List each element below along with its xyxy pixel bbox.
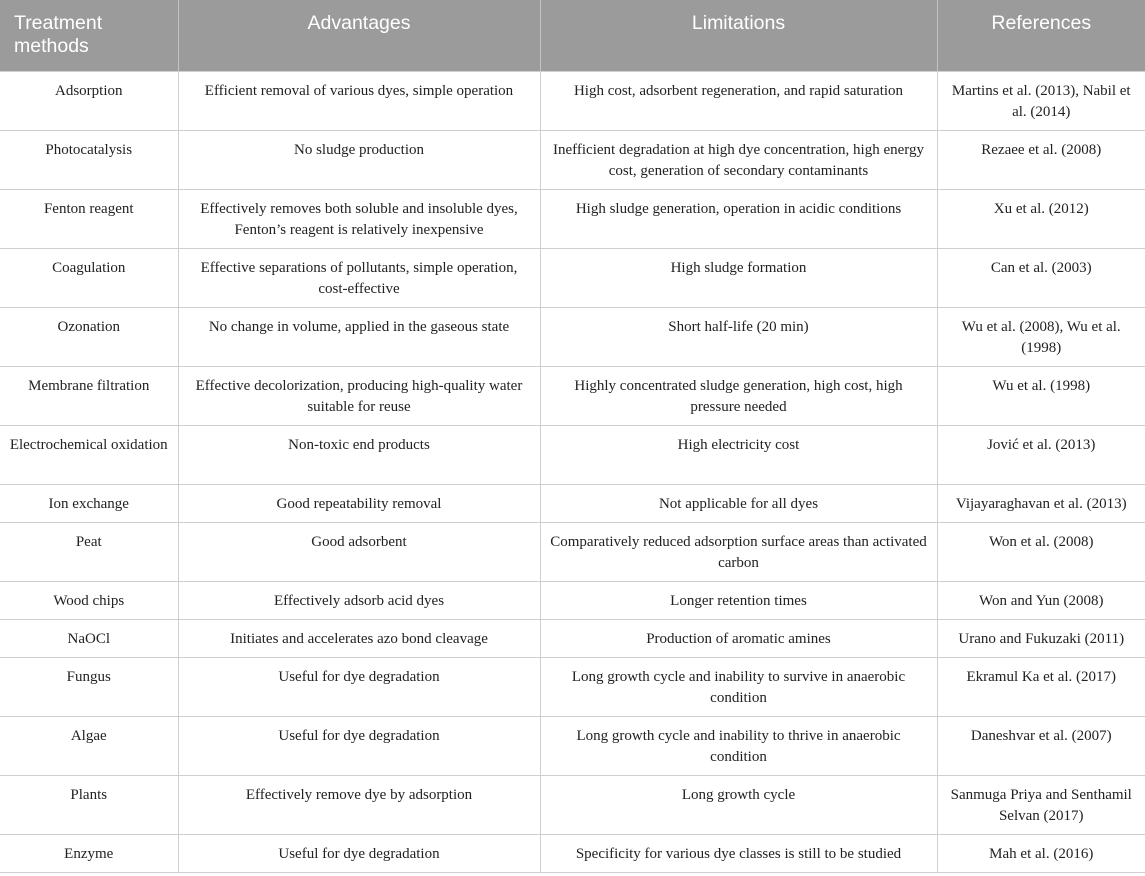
cell-references: Mah et al. (2016)	[937, 834, 1145, 872]
cell-references: Rezaee et al. (2008)	[937, 130, 1145, 189]
cell-advantages: Effective decolorization, producing high-quality water suitable for reuse	[178, 366, 540, 425]
table-row	[0, 484, 1145, 522]
table-row	[0, 71, 1145, 130]
table-row	[0, 581, 1145, 619]
cell-limitations: Highly concentrated sludge generation, high cost, high pressure needed	[540, 366, 937, 425]
table-row	[0, 775, 1145, 834]
cell-references: Sanmuga Priya and Senthamil Selvan (2017)	[937, 775, 1145, 834]
table-row	[0, 834, 1145, 872]
cell-limitations: Not applicable for all dyes	[540, 484, 937, 522]
table-row	[0, 307, 1145, 366]
cell-method: Ozonation	[0, 307, 178, 366]
cell-references: Vijayaraghavan et al. (2013)	[937, 484, 1145, 522]
cell-method: Algae	[0, 716, 178, 775]
cell-method: NaOCl	[0, 619, 178, 657]
table-row	[0, 189, 1145, 248]
cell-limitations: Production of aromatic amines	[540, 619, 937, 657]
cell-advantages: Useful for dye degradation	[178, 657, 540, 716]
cell-references: Martins et al. (2013), Nabil et al. (2014)	[937, 71, 1145, 130]
cell-advantages: No sludge production	[178, 130, 540, 189]
cell-advantages: Good adsorbent	[178, 522, 540, 581]
header-references: References	[937, 0, 1145, 71]
header-treatment-methods: Treatment methods	[0, 0, 178, 71]
cell-method: Electrochemical oxidation	[0, 425, 178, 484]
cell-limitations: Specificity for various dye classes is still to be studied	[540, 834, 937, 872]
cell-references: Ekramul Ka et al. (2017)	[937, 657, 1145, 716]
cell-method: Peat	[0, 522, 178, 581]
table-row	[0, 716, 1145, 775]
header-advantages: Advantages	[178, 0, 540, 71]
cell-method: Enzyme	[0, 834, 178, 872]
cell-references: Urano and Fukuzaki (2011)	[937, 619, 1145, 657]
cell-advantages: Useful for dye degradation	[178, 834, 540, 872]
cell-method: Adsorption	[0, 71, 178, 130]
cell-method: Fungus	[0, 657, 178, 716]
cell-references: Wu et al. (1998)	[937, 366, 1145, 425]
cell-method: Ion exchange	[0, 484, 178, 522]
cell-advantages: Effectively removes both soluble and insoluble dyes, Fenton’s reagent is relatively inexpensive	[178, 189, 540, 248]
cell-advantages: Effective separations of pollutants, simple operation, cost-effective	[178, 248, 540, 307]
cell-references: Can et al. (2003)	[937, 248, 1145, 307]
cell-limitations: Comparatively reduced adsorption surface areas than activated carbon	[540, 522, 937, 581]
table-row	[0, 366, 1145, 425]
table-header	[0, 0, 1145, 71]
cell-advantages: Useful for dye degradation	[178, 716, 540, 775]
cell-method: Wood chips	[0, 581, 178, 619]
table-row	[0, 248, 1145, 307]
cell-references: Jović et al. (2013)	[937, 425, 1145, 484]
cell-advantages: Non-toxic end products	[178, 425, 540, 484]
cell-limitations: Short half-life (20 min)	[540, 307, 937, 366]
cell-references: Won and Yun (2008)	[937, 581, 1145, 619]
cell-limitations: High electricity cost	[540, 425, 937, 484]
cell-references: Daneshvar et al. (2007)	[937, 716, 1145, 775]
cell-method: Fenton reagent	[0, 189, 178, 248]
cell-limitations: Inefficient degradation at high dye concentration, high energy cost, generation of secondary contaminants	[540, 130, 937, 189]
cell-method: Membrane filtration	[0, 366, 178, 425]
header-row	[0, 0, 1145, 71]
cell-advantages: Effectively adsorb acid dyes	[178, 581, 540, 619]
cell-method: Photocatalysis	[0, 130, 178, 189]
cell-references: Won et al. (2008)	[937, 522, 1145, 581]
cell-method: Plants	[0, 775, 178, 834]
cell-limitations: Long growth cycle and inability to survive in anaerobic condition	[540, 657, 937, 716]
cell-advantages: Good repeatability removal	[178, 484, 540, 522]
header-limitations: Limitations	[540, 0, 937, 71]
cell-limitations: High sludge formation	[540, 248, 937, 307]
cell-references: Xu et al. (2012)	[937, 189, 1145, 248]
cell-advantages: Effectively remove dye by adsorption	[178, 775, 540, 834]
table-row	[0, 657, 1145, 716]
table-row	[0, 130, 1145, 189]
cell-limitations: Longer retention times	[540, 581, 937, 619]
table-body	[0, 71, 1145, 872]
cell-limitations: Long growth cycle and inability to thrive in anaerobic condition	[540, 716, 937, 775]
table-row	[0, 619, 1145, 657]
cell-advantages: Efficient removal of various dyes, simple operation	[178, 71, 540, 130]
cell-method: Coagulation	[0, 248, 178, 307]
cell-limitations: Long growth cycle	[540, 775, 937, 834]
cell-advantages: Initiates and accelerates azo bond cleavage	[178, 619, 540, 657]
table-row	[0, 425, 1145, 484]
table-row	[0, 522, 1145, 581]
cell-references: Wu et al. (2008), Wu et al. (1998)	[937, 307, 1145, 366]
cell-limitations: High cost, adsorbent regeneration, and rapid saturation	[540, 71, 937, 130]
cell-advantages: No change in volume, applied in the gaseous state	[178, 307, 540, 366]
cell-limitations: High sludge generation, operation in acidic conditions	[540, 189, 937, 248]
